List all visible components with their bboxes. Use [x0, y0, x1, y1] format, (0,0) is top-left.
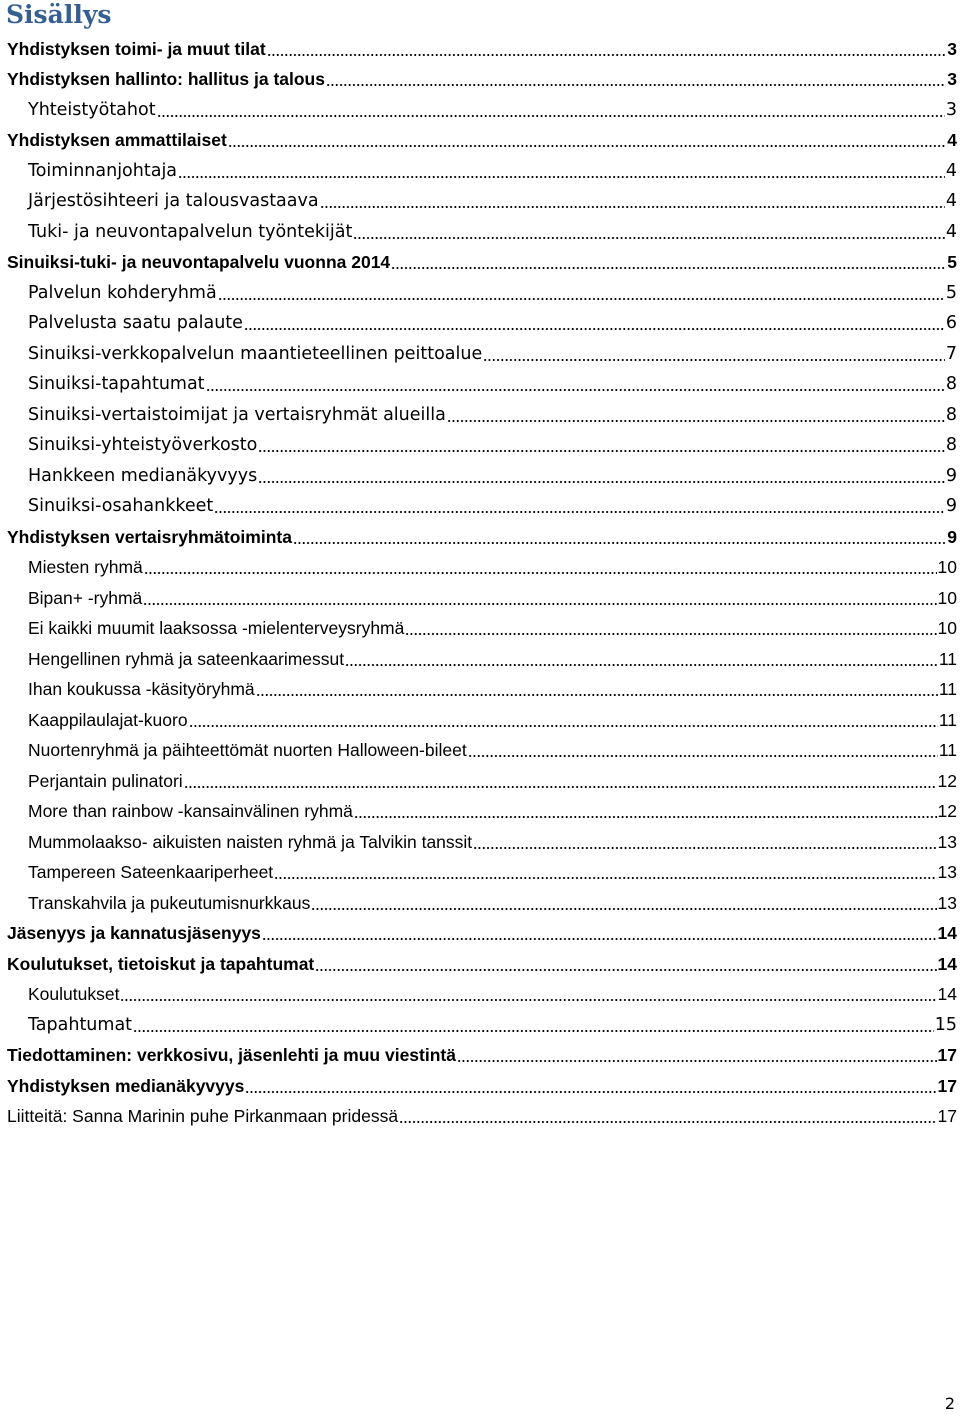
- toc-entry-page: 3: [947, 69, 957, 89]
- dot-leader: [256, 693, 938, 697]
- toc-entry[interactable]: [0, 1100, 960, 1131]
- toc-entry-label: Yhdistyksen hallinto: hallitus ja talous: [7, 69, 325, 89]
- toc-entry-page: 7: [945, 343, 957, 364]
- toc-entry-label: Sinuiksi-osahankkeet: [28, 496, 214, 516]
- toc-entry-label: Yhdistyksen ammattilaiset: [7, 130, 227, 150]
- toc-entry[interactable]: [0, 886, 960, 917]
- toc-entry[interactable]: [0, 124, 960, 155]
- toc-entry-page: 4: [945, 191, 957, 211]
- dot-leader: [311, 907, 936, 911]
- dot-leader: [245, 1090, 936, 1094]
- toc-entry-label: Yhteistyötahot: [28, 99, 156, 120]
- toc-entry[interactable]: [0, 673, 960, 704]
- toc-entry[interactable]: [0, 1069, 960, 1100]
- dot-leader: [473, 846, 936, 850]
- toc-entry-page: 12: [937, 801, 957, 821]
- dot-leader: [228, 144, 946, 148]
- toc-entry[interactable]: [0, 734, 960, 765]
- dot-leader: [157, 114, 945, 118]
- toc-entry[interactable]: [0, 978, 960, 1009]
- toc-entry-page: 10: [937, 587, 957, 608]
- dot-leader: [354, 815, 937, 819]
- toc-entry[interactable]: [0, 337, 960, 368]
- toc-entry-page: 14: [937, 984, 957, 1004]
- toc-entry-page: 11: [938, 740, 957, 760]
- toc-entry-label: Jäsenyys ja kannatusjäsenyys: [7, 923, 261, 943]
- toc-entry[interactable]: [0, 1008, 960, 1039]
- toc-entry-page: 8: [945, 374, 957, 394]
- dot-leader: [214, 510, 945, 514]
- toc-entry-page: 12: [937, 770, 957, 791]
- toc-entry-label: Palvelusta saatu palaute: [28, 313, 243, 333]
- toc-entry-page: 11: [938, 709, 957, 730]
- toc-entry[interactable]: [0, 1039, 960, 1070]
- dot-leader: [274, 876, 936, 880]
- toc-entry[interactable]: [0, 612, 960, 643]
- toc-entry-label: Koulutukset, tietoiskut ja tapahtumat: [7, 953, 315, 974]
- dot-leader: [405, 632, 936, 636]
- toc-entry-page: 9: [947, 526, 957, 547]
- toc-entry[interactable]: [0, 795, 960, 826]
- toc-entry-label: Hankkeen medianäkyvyys: [28, 465, 258, 486]
- toc-entry-label: Sinuiksi-vertaistoimijat ja vertaisryhmät alueilla: [28, 404, 446, 425]
- dot-leader: [320, 205, 945, 209]
- dot-leader: [206, 388, 945, 392]
- toc-entry-page: 17: [937, 1106, 957, 1126]
- dot-leader: [262, 937, 937, 941]
- dot-leader: [144, 571, 937, 575]
- dot-leader: [244, 327, 945, 331]
- toc-entry[interactable]: [0, 703, 960, 734]
- toc-entry[interactable]: [0, 63, 960, 94]
- toc-entry-page: 9: [945, 465, 957, 486]
- toc-entry-page: 13: [937, 831, 957, 852]
- toc-entry[interactable]: [0, 947, 960, 978]
- toc-entry-page: 15: [934, 1014, 957, 1035]
- toc-entry-page: 5: [945, 282, 957, 303]
- toc-entry-label: Koulutukset: [28, 984, 120, 1004]
- toc-entry-label: Tuki- ja neuvontapalvelun työntekijät: [28, 221, 353, 242]
- toc-entry[interactable]: [0, 856, 960, 887]
- toc-entry-page: 3: [945, 99, 957, 120]
- toc-entry-page: 5: [947, 252, 957, 272]
- toc-entry-page: 13: [937, 862, 957, 882]
- toc-entry-label: Tiedottaminen: verkkosivu, jäsenlehti ja muu viestintä: [7, 1045, 456, 1065]
- dot-leader: [326, 83, 946, 87]
- toc-entry[interactable]: [0, 459, 960, 490]
- dot-leader: [218, 297, 945, 301]
- toc-entry-label: Perjantain pulinatori: [28, 770, 183, 791]
- toc-entry[interactable]: [0, 154, 960, 185]
- toc-entry-label: Kaappilaulajat-kuoro: [28, 709, 188, 730]
- toc-list: [0, 32, 960, 1130]
- toc-entry-label: Sinuiksi-tapahtumat: [28, 374, 205, 394]
- toc-entry-label: Sinuiksi-tuki- ja neuvontapalvelu vuonna 2014: [7, 252, 391, 272]
- toc-entry-label: Yhdistyksen toimi- ja muut tilat: [7, 38, 266, 59]
- toc-entry-label: Hengellinen ryhmä ja sateenkaarimessut: [28, 648, 345, 669]
- toc-entry-label: Yhdistyksen vertaisryhmätoiminta: [7, 526, 292, 547]
- toc-entry-page: 10: [937, 618, 957, 638]
- toc-entry[interactable]: [0, 917, 960, 948]
- toc-entry[interactable]: [0, 551, 960, 582]
- toc-entry-page: 8: [945, 435, 957, 455]
- toc-entry-label: Ihan koukussa -käsityöryhmä: [28, 679, 255, 699]
- dot-leader: [447, 419, 945, 423]
- toc-entry-page: 4: [945, 221, 957, 242]
- toc-entry-label: Liitteitä: Sanna Marinin puhe Pirkanmaan pridessä: [7, 1106, 399, 1126]
- toc-entry[interactable]: [0, 93, 960, 124]
- toc-entry-page: 8: [945, 404, 957, 425]
- toc-entry-page: 4: [945, 160, 957, 181]
- dot-leader: [184, 785, 937, 789]
- dot-leader: [345, 663, 938, 667]
- toc-entry-page: 10: [937, 557, 957, 577]
- toc-entry[interactable]: [0, 581, 960, 612]
- toc-entry-label: Palvelun kohderyhmä: [28, 282, 217, 303]
- dot-leader: [258, 449, 945, 453]
- dot-leader: [178, 175, 945, 179]
- toc-entry[interactable]: [0, 368, 960, 399]
- toc-entry-page: 9: [945, 496, 957, 516]
- toc-entry[interactable]: [0, 398, 960, 429]
- toc-entry-page: 14: [937, 953, 957, 974]
- toc-entry-label: Toiminnanjohtaja: [28, 160, 178, 181]
- toc-entry-page: 17: [937, 1045, 957, 1065]
- dot-leader: [399, 1120, 936, 1124]
- dot-leader: [457, 1059, 937, 1063]
- toc-entry-page: 13: [937, 892, 957, 913]
- page-number: 2: [944, 1394, 955, 1413]
- toc-entry-label: Sinuiksi-yhteistyöverkosto: [28, 435, 258, 455]
- dot-leader: [483, 358, 945, 362]
- toc-entry-label: Ei kaikki muumit laaksossa -mielenterveysryhmä: [28, 618, 405, 638]
- toc-entry[interactable]: [0, 32, 960, 63]
- toc-entry-label: Bipan+ -ryhmä: [28, 587, 143, 608]
- toc-entry[interactable]: [0, 490, 960, 521]
- dot-leader: [143, 602, 936, 606]
- dot-leader: [353, 236, 945, 240]
- toc-entry-label: More than rainbow -kansainvälinen ryhmä: [28, 801, 353, 821]
- dot-leader: [267, 53, 947, 57]
- dot-leader: [189, 724, 938, 728]
- toc-entry[interactable]: [0, 429, 960, 460]
- toc-entry-label: Sinuiksi-verkkopalvelun maantieteellinen peittoalue: [28, 343, 483, 364]
- toc-entry[interactable]: [0, 276, 960, 307]
- toc-entry-page: 6: [945, 313, 957, 333]
- toc-entry[interactable]: [0, 825, 960, 856]
- toc-entry-label: Järjestösihteeri ja talousvastaava: [28, 191, 319, 211]
- toc-entry-label: Miesten ryhmä: [28, 557, 143, 577]
- toc-entry-label: Transkahvila ja pukeutumisnurkkaus: [28, 892, 311, 913]
- toc-entry-page: 11: [938, 648, 957, 669]
- toc-entry[interactable]: [0, 642, 960, 673]
- dot-leader: [468, 754, 938, 758]
- toc-entry-page: 17: [937, 1075, 957, 1096]
- dot-leader: [391, 266, 946, 270]
- toc-entry-label: Tapahtumat: [28, 1014, 133, 1035]
- toc-title: Sisällys: [6, 0, 112, 29]
- toc-entry[interactable]: [0, 520, 960, 551]
- toc-entry[interactable]: [0, 246, 960, 277]
- toc-entry[interactable]: [0, 185, 960, 216]
- dot-leader: [293, 541, 946, 545]
- dot-leader: [133, 1029, 934, 1033]
- toc-entry-label: Yhdistyksen medianäkyvyys: [7, 1075, 245, 1096]
- toc-entry-page: 14: [937, 923, 957, 943]
- toc-entry-page: 3: [947, 38, 957, 59]
- toc-entry-page: 11: [938, 679, 957, 699]
- toc-entry[interactable]: [0, 307, 960, 338]
- toc-entry[interactable]: [0, 215, 960, 246]
- toc-entry-page: 4: [947, 130, 957, 150]
- toc-entry-label: Nuortenryhmä ja päihteettömät nuorten Halloween-bileet: [28, 740, 467, 760]
- dot-leader: [120, 998, 936, 1002]
- dot-leader: [258, 480, 945, 484]
- toc-entry[interactable]: [0, 764, 960, 795]
- toc-entry-label: Tampereen Sateenkaariperheet: [28, 862, 274, 882]
- toc-entry-label: Mummolaakso- aikuisten naisten ryhmä ja Talvikin tanssit: [28, 831, 473, 852]
- dot-leader: [315, 968, 936, 972]
